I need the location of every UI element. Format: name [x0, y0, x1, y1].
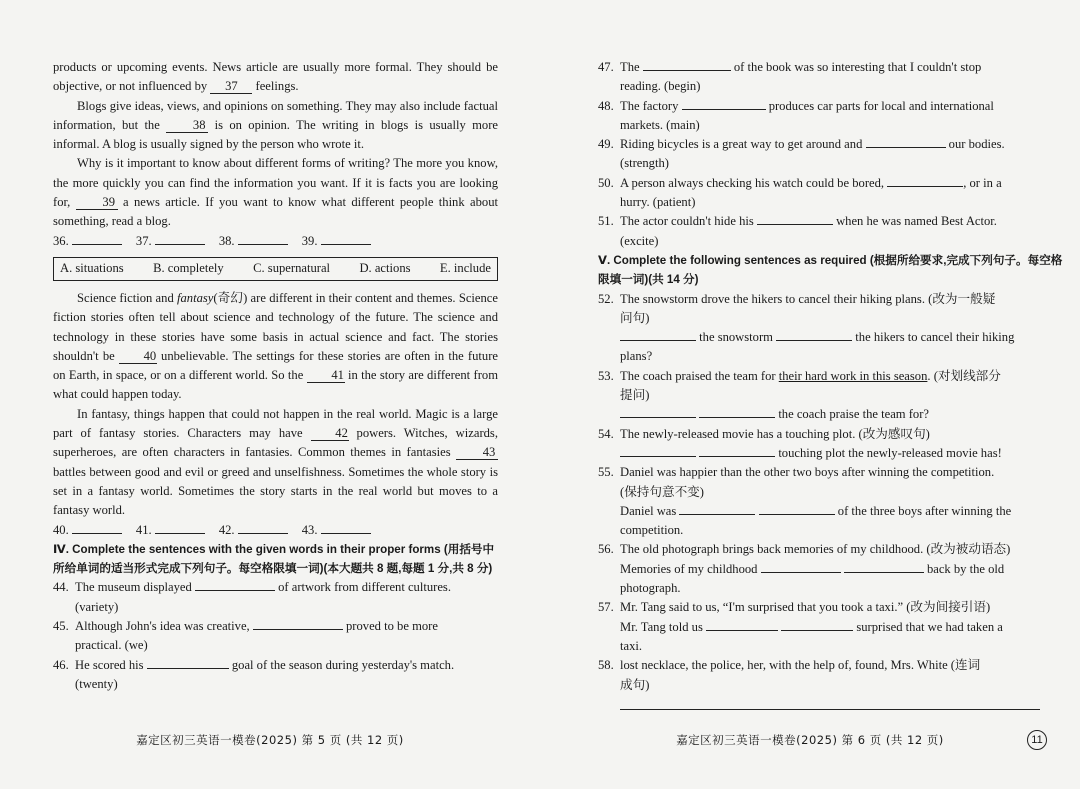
answer-38[interactable] [238, 232, 288, 245]
page-6 [540, 0, 1080, 789]
answer-line-52: the snowstorm the hikers to cancel their hiking plans? [620, 330, 1015, 364]
blank-52b[interactable] [776, 340, 852, 341]
blank-54a[interactable] [620, 456, 696, 457]
question-54: 54. The newly-released movie has a touching plot. (改为感叹句) [598, 426, 930, 441]
blank-51[interactable] [757, 224, 833, 225]
section-v-heading: Ⅴ. Complete the following sentences as required (根据所给要求,完成下列句子。每空格限填一词)(共 14 分) [598, 253, 1063, 287]
blank-43[interactable]: 43 [456, 445, 498, 460]
question-49: 49. Riding bicycles is a great way to get around and our bodies. (strength) [598, 137, 1005, 171]
answer-line-53: the coach praise the team for? [598, 405, 1068, 424]
option-d: D. actions [359, 261, 411, 276]
question-52: 52. The snowstorm drove the hikers to cancel their hiking plans. (改为一般疑 问句) [598, 291, 996, 325]
answer-40[interactable] [72, 521, 122, 534]
answer-39[interactable] [321, 232, 371, 245]
blank-49[interactable] [866, 147, 946, 148]
blank-40[interactable]: 40 [119, 349, 157, 364]
blank-54b[interactable] [699, 456, 775, 457]
question-44: 44. The museum displayed of artwork from different cultures. (variety) [53, 580, 451, 614]
blank-50[interactable] [887, 186, 963, 187]
question-46: 46. He scored his goal of the season during yesterday's match. (twenty) [53, 657, 455, 691]
paragraph-why: Why is it important to know about different forms of writing? The more you know, the more quickly you can find the information you want. If it is facts you are looking for, 39 a news article. If you want to know what different people think about something, read a blog. [53, 156, 498, 229]
section-iv-heading: Ⅳ. Complete the sentences with the given words in their proper forms (用括号中所给单词的适当形式完成下列句子。每空格限填一词)(本大题共 8 题,每题 1 分,共 8 分) [53, 542, 495, 576]
answer-43[interactable] [321, 521, 371, 534]
option-a: A. situations [60, 261, 124, 276]
answer-42[interactable] [238, 521, 288, 534]
answer-line-58[interactable] [620, 695, 1040, 710]
blank-47[interactable] [643, 70, 731, 71]
question-48: 48. The factory produces car parts for local and international markets. (main) [598, 98, 994, 132]
blank-57a[interactable] [706, 630, 778, 631]
option-e: E. include [439, 261, 491, 276]
paragraph-science-fiction: Science fiction and fantasy(奇幻) are different in their content and themes. Science fiction stories often tell about science and technology of the future. The science and technology in these stories have some basis in actual science and fact. The stories shouldn't be 40 unbelievable. The settings for these stories are often in the future on Earth, in space, or on a different world. So the 41 in the story are different from what could happen today. [53, 290, 498, 402]
blank-52a[interactable] [620, 340, 696, 341]
answer-row-40-43: 40. 41. 42. 43. [53, 521, 498, 540]
question-50: 50. A person always checking his watch could be bored, , or in a hurry. (patient) [598, 175, 1002, 210]
word-options-box [53, 257, 498, 281]
question-58: 58. lost necklace, the police, her, with the help of, found, Mrs. White (连词 成句) [598, 658, 981, 692]
footer-page-5: 嘉定区初三英语一模卷(2025) 第 5 页 (共 12 页) [136, 733, 404, 747]
question-53: 53. The coach praised the team for their hard work in this season. (对划线部分 提问) [598, 368, 1001, 403]
blank-55b[interactable] [759, 514, 835, 515]
blank-55a[interactable] [679, 514, 755, 515]
question-55: 55. Daniel was happier than the other two boys after winning the competition. (保持句意不变) [598, 465, 995, 499]
answer-line-56: Memories of my childhood back by the old photograph. [620, 561, 1005, 596]
blank-57b[interactable] [781, 630, 853, 631]
right-column [598, 58, 1068, 710]
blank-56a[interactable] [761, 572, 841, 573]
answer-line-54: touching plot the newly-released movie has! [598, 444, 1068, 463]
blank-41[interactable]: 41 [307, 368, 345, 383]
answer-line-57: Mr. Tang told us surprised that we had taken a taxi. [620, 619, 1003, 653]
paragraph-fantasy: In fantasy, things happen that could not happen in the real world. Magic is a large part of fantasy stories. Characters may have 42 powers. Witches, wizards, superheroes, are often characters in fantasies. Common themes in fantasies 43 battles between good and evil or greed and unselfishness. Sometimes the whole story is set in a fantasy world. Sometimes the story starts in the real world but moves to a fantasy world. [53, 406, 498, 518]
question-45: 45. Although John's idea was creative, proved to be more practical. (we) [53, 619, 438, 653]
answer-line-55: Daniel was of the three boys after winning the competition. [620, 503, 1012, 538]
paragraph-blogs: Blogs give ideas, views, and opinions on something. They may also include factual information, but the 38 is on opinion. The writing in blogs is usually more informal. A blog is usually signed by the person who wrote it. [53, 98, 498, 152]
answer-36[interactable] [72, 232, 122, 245]
blank-37[interactable]: 37 [210, 79, 252, 94]
blank-56b[interactable] [844, 572, 924, 573]
blank-53b[interactable] [699, 417, 775, 418]
answer-37[interactable] [155, 232, 205, 245]
blank-42[interactable]: 42 [311, 426, 349, 441]
question-51: 51. The actor couldn't hide his when he was named Best Actor. (excite) [598, 214, 997, 248]
blank-44[interactable] [195, 590, 275, 591]
question-56: 56. The old photograph brings back memories of my childhood. (改为被动语态) [598, 542, 1011, 557]
blank-48[interactable] [682, 109, 766, 110]
page-number-badge: 11 [1027, 730, 1047, 750]
blank-38[interactable]: 38 [166, 118, 208, 133]
answer-41[interactable] [155, 521, 205, 534]
question-47: 47. The of the book was so interesting that I couldn't stop reading. (begin) [598, 60, 982, 94]
option-c: C. supernatural [253, 261, 331, 276]
footer-page-6: 嘉定区初三英语一模卷(2025) 第 6 页 (共 12 页) [676, 733, 944, 747]
blank-45[interactable] [253, 629, 343, 630]
left-column [53, 58, 498, 694]
answer-row-36-39: 36. 37. 38. 39. [53, 232, 498, 251]
blank-39[interactable]: 39 [76, 195, 118, 210]
option-b: B. completely [153, 261, 224, 276]
blank-46[interactable] [147, 668, 229, 669]
blank-53a[interactable] [620, 417, 696, 418]
paragraph-news: products or upcoming events. News article are usually more formal. They should be objective, or not influenced by 37 feelings. [53, 60, 498, 94]
question-57: 57. Mr. Tang said to us, “I'm surprised that you took a taxi.” (改为间接引语) [598, 600, 991, 615]
